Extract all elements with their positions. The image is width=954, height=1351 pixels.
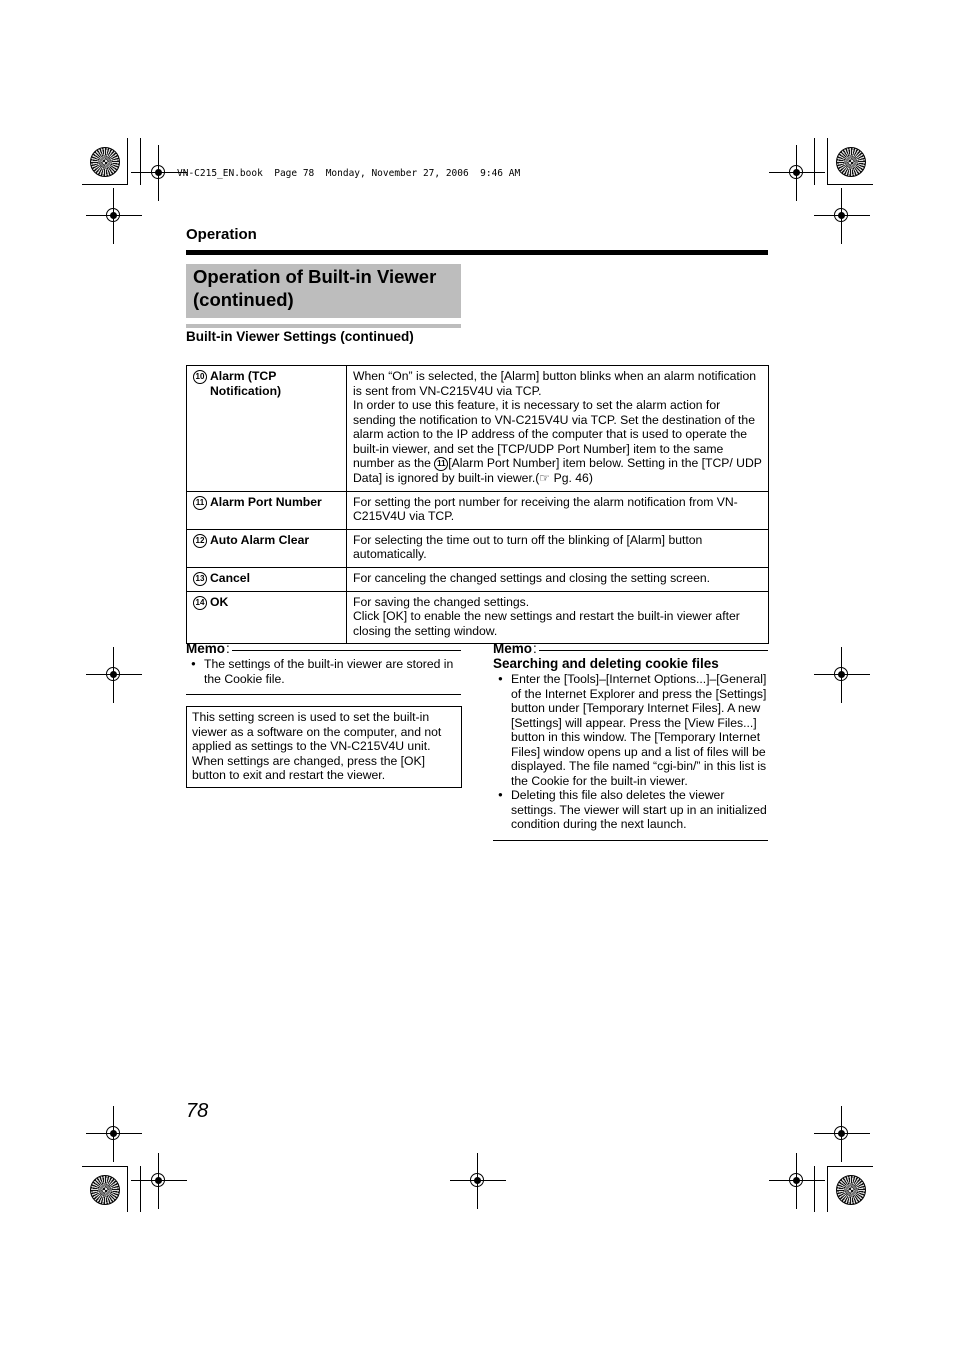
- setting-name: 12 Auto Alarm Clear: [187, 529, 347, 567]
- settings-table: [186, 365, 769, 644]
- crosshair-icon: [828, 661, 854, 687]
- crosshair-icon: [464, 1167, 490, 1193]
- memo-label: Memo: [493, 641, 533, 656]
- page-title: [186, 264, 461, 318]
- setting-description: [347, 366, 769, 492]
- item-number: 14: [193, 596, 207, 610]
- item-number: 13: [193, 572, 207, 586]
- table-row: [187, 591, 769, 644]
- page-title-line1: Operation of Built-in Viewer: [193, 266, 437, 287]
- memo-list: [493, 672, 768, 832]
- table-row: [187, 491, 769, 529]
- note-box: This setting screen is used to set the built-in viewer as a software on the computer, and not applied as settings to the VN-C215V4U unit. When settings are changed, press the [OK] button to exit and restart the viewer.: [186, 706, 462, 788]
- table-row: [187, 567, 769, 591]
- table-row: [187, 366, 769, 492]
- page-title-line2: (continued): [193, 289, 294, 310]
- memo-right: Memo : Searching and deleting cookie files ● Enter the [Tools]–[Internet Options...]–[General] of the Internet Explorer and press the [Settings] button under [Temporary Internet Files]. A new [Settings] will appear. Press the [View Files...] button in this window. The [Temporary Internet Files] window opens up and a list of files will be displayed. The file named “cgi-bin/” in this list is the Cookie for the built-in viewer. ● Deleting this file also deletes the viewer settings. The viewer will start up in an initialized condition during the next launch.: [493, 641, 768, 841]
- crosshair-icon: [100, 661, 126, 687]
- setting-description: For setting the port number for receiving the alarm notification from VN-C215V4U via TCP.: [347, 491, 769, 529]
- item-number: 12: [193, 534, 207, 548]
- page-number: 78: [186, 1100, 209, 1122]
- memo-end-rule: [186, 694, 461, 695]
- registration-star-icon: [90, 147, 120, 177]
- desc-line: When “On” is selected, the [Alarm] button blinks when an alarm notification is sent from VN-C215V4U via TCP.: [353, 369, 757, 398]
- file-info: VN-C215_EN.book Page 78 Monday, November 27, 2006 9:46 AM: [177, 168, 521, 179]
- item-number: 10: [193, 370, 207, 384]
- registration-star-icon: [836, 147, 866, 177]
- list-item: ● The settings of the built-in viewer are stored in the Cookie file.: [186, 657, 461, 686]
- setting-name-line1: Alarm (TCP: [210, 369, 277, 383]
- setting-name: [187, 366, 347, 492]
- list-item: ● Deleting this file also deletes the viewer settings. The viewer will start up in an initialized condition during the next launch.: [493, 788, 768, 832]
- setting-description: For selecting the time out to turn off the blinking of [Alarm] button automatically.: [347, 529, 769, 567]
- crosshair-icon: [828, 202, 854, 228]
- memo-end-rule: [493, 840, 768, 841]
- crosshair-icon: [100, 1120, 126, 1146]
- table-row: [187, 529, 769, 567]
- setting-description: [347, 591, 769, 644]
- registration-star-icon: [90, 1175, 120, 1205]
- memo-list: [186, 657, 461, 686]
- section-title: Operation: [186, 226, 257, 243]
- crosshair-icon: [145, 159, 171, 185]
- subheading: Built-in Viewer Settings (continued): [186, 329, 414, 344]
- header-rule: [186, 250, 768, 255]
- desc-line: Click [OK] to enable the new settings and restart the built-in viewer after closing the setting window.: [353, 609, 740, 638]
- memo-left: Memo : ● The settings of the built-in viewer are stored in the Cookie file.: [186, 641, 461, 695]
- setting-name-line2: Notification): [210, 383, 282, 398]
- setting-name: 11 Alarm Port Number: [187, 491, 347, 529]
- memo-heading: Searching and deleting cookie files: [493, 656, 719, 671]
- setting-name: 13 Cancel: [187, 567, 347, 591]
- setting-name: 14 OK: [187, 591, 347, 644]
- item-number: 11: [193, 496, 207, 510]
- memo-label: Memo: [186, 641, 226, 656]
- setting-description: For canceling the changed settings and closing the setting screen.: [347, 567, 769, 591]
- pointing-hand-icon: ☞: [539, 471, 551, 485]
- title-underbar: [186, 324, 461, 328]
- registration-star-icon: [836, 1175, 866, 1205]
- crosshair-icon: [783, 159, 809, 185]
- crosshair-icon: [783, 1167, 809, 1193]
- crosshair-icon: [100, 202, 126, 228]
- crosshair-icon: [145, 1167, 171, 1193]
- list-item: ● Enter the [Tools]–[Internet Options...]–[General] of the Internet Explorer and press the [Settings] button under [Temporary Internet Files]. A new [Settings] will appear. Press the [View Files...] button in this window. The [Temporary Internet Files] window opens up and a list of files will be displayed. The file named “cgi-bin/” in this list is the Cookie for the built-in viewer.: [493, 672, 768, 788]
- desc-line: In order to use this feature, it is necessary to set the alarm action for sending the notification to VN-C215V4U via TCP. Set the destination of the alarm action to the IP address of the computer that is used to operate the built-in viewer, and set the [TCP/UDP Port Number] item to the same number as the 11 [Alarm Port Number] item below. Setting in the [TCP/ UDP Data] is ignored by built-in viewer.(☞ Pg. 46): [353, 398, 762, 485]
- crosshair-icon: [828, 1120, 854, 1146]
- item-number-ref: 11: [434, 457, 448, 471]
- desc-line: For saving the changed settings.: [353, 594, 530, 609]
